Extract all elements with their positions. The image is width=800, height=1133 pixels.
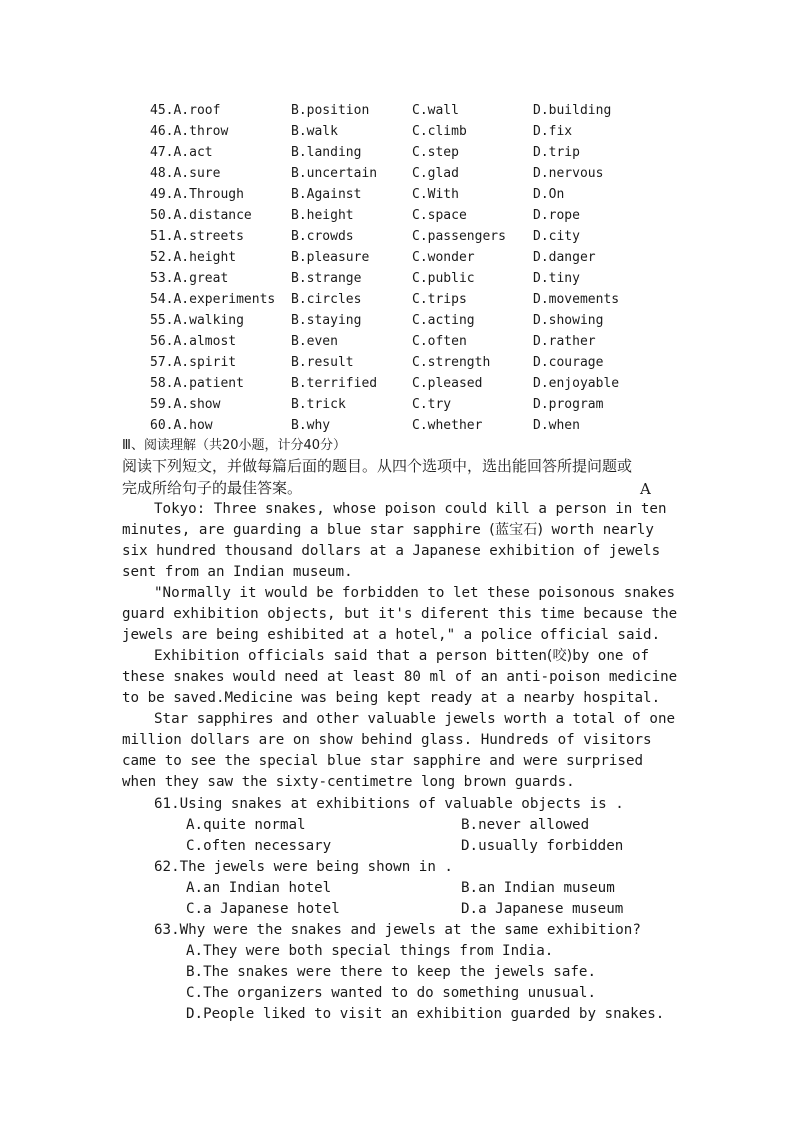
paragraph-text: worth nearly six hundred thousand dollars at a Japanese exhibition of jewels sent from an Indian museum. (122, 522, 661, 580)
option-a: 47.A.act (150, 145, 213, 160)
option-c: C.climb (412, 124, 467, 139)
option-b: B.strange (291, 271, 362, 286)
option-a: 51.A.streets (150, 229, 244, 244)
answer-option-b: B.never allowed (461, 817, 590, 833)
option-b: B.position (291, 103, 370, 118)
question-61-stem: 61.Using snakes at exhibitions of valuable objects is . (154, 796, 624, 812)
option-b: B.circles (291, 292, 362, 307)
option-b: B.result (291, 355, 354, 370)
option-a: 46.A.throw (150, 124, 229, 139)
option-a: 49.A.Through (150, 187, 244, 202)
option-b: B.walk (291, 124, 338, 139)
option-b: B.height (291, 208, 354, 223)
option-d: D.rather (533, 334, 596, 349)
option-c: C.wonder (412, 250, 475, 265)
question-63-stem: 63.Why were the snakes and jewels at the same exhibition? (154, 922, 641, 938)
option-b: B.trick (291, 397, 346, 412)
instructions-line-1: 阅读下列短文，并做每篇后面的题目。从四个选项中，选出能回答所提问题或 (122, 457, 633, 475)
option-b: B.Against (291, 187, 362, 202)
option-a: 58.A.patient (150, 376, 244, 391)
paragraph-text: by one of these snakes would need at least 80 ml of an anti-poison medicine to be saved.Medicine was being kept ready at a nearby hospital. (122, 648, 678, 706)
option-b: B.why (291, 418, 331, 433)
reading-passage (122, 499, 682, 793)
paragraph-text: Exhibition officials said that a person bitten (154, 648, 547, 664)
option-c: C.public (412, 271, 475, 286)
option-d: D.fix (533, 124, 573, 139)
option-b: B.pleasure (291, 250, 370, 265)
option-c: C.acting (412, 313, 475, 328)
option-c: C.step (412, 145, 459, 160)
option-c: C.space (412, 208, 467, 223)
option-c: C.pleased (412, 376, 483, 391)
question-62-options-row-2 (154, 899, 664, 920)
option-c: C.whether (412, 418, 483, 433)
option-b: B.staying (291, 313, 362, 328)
option-a: 45.A.roof (150, 103, 221, 118)
option-d: D.On (533, 187, 565, 202)
option-b: B.terrified (291, 376, 378, 391)
answer-option-d: D.People liked to visit an exhibition guarded by snakes. (186, 1006, 665, 1022)
question-list (154, 794, 664, 1025)
option-a: 53.A.great (150, 271, 229, 286)
option-c: C.trips (412, 292, 467, 307)
option-d: D.tiny (533, 271, 580, 286)
option-d: D.building (533, 103, 612, 118)
answer-option-c: C.a Japanese hotel (186, 901, 340, 917)
option-d: D.rope (533, 208, 580, 223)
option-b: B.even (291, 334, 338, 349)
passage-label: A (640, 480, 651, 498)
option-d: D.city (533, 229, 580, 244)
option-a: 57.A.spirit (150, 355, 237, 370)
option-c: C.glad (412, 166, 459, 181)
chinese-gloss: (咬) (546, 648, 573, 664)
option-d: D.when (533, 418, 580, 433)
option-c: C.wall (412, 103, 459, 118)
answer-option-a: A.quite normal (186, 817, 306, 833)
option-a: 48.A.sure (150, 166, 221, 181)
option-d: D.showing (533, 313, 604, 328)
option-a: 54.A.experiments (150, 292, 276, 307)
question-61-options-row-1 (154, 815, 664, 836)
option-c: C.With (412, 187, 459, 202)
chinese-gloss: (蓝宝石) (489, 522, 543, 538)
answer-option-c: C.often necessary (186, 838, 332, 854)
answer-option-c: C.The organizers wanted to do something unusual. (186, 985, 596, 1001)
option-d: D.enjoyable (533, 376, 620, 391)
answer-option-b: B.an Indian museum (461, 880, 615, 896)
option-c: C.try (412, 397, 452, 412)
option-a: 59.A.show (150, 397, 221, 412)
question-62-options-row-1 (154, 878, 664, 899)
question-62-stem: 62.The jewels were being shown in . (154, 859, 453, 875)
option-a: 50.A.distance (150, 208, 252, 223)
option-c: C.passengers (412, 229, 506, 244)
option-d: D.trip (533, 145, 580, 160)
option-b: B.crowds (291, 229, 354, 244)
instructions-line-2: 完成所给句子的最佳答案。 (122, 479, 303, 497)
answer-option-a: A.They were both special things from India. (186, 943, 554, 959)
answer-option-a: A.an Indian hotel (186, 880, 332, 896)
paragraph-1 (122, 499, 682, 583)
paragraph-4: Star sapphires and other valuable jewels worth a total of one million dollars are on show behind glass. Hundreds of visitors came to see the special blue star sapphire and were surprised when they saw the sixty-centimetre long brown guards. (122, 711, 676, 790)
option-c: C.often (412, 334, 467, 349)
option-b: B.landing (291, 145, 362, 160)
option-d: D.program (533, 397, 604, 412)
answer-option-b: B.The snakes were there to keep the jewels safe. (186, 964, 596, 980)
answer-option-d: D.a Japanese museum (461, 901, 624, 917)
option-d: D.movements (533, 292, 620, 307)
paragraph-3 (122, 646, 682, 709)
option-c: C.strength (412, 355, 491, 370)
paragraph-text: Tokyo: Three snakes, whose poison could kill a person in ten minutes, are guarding a blue star sapphire (122, 501, 667, 538)
section-title: Ⅲ、阅读理解（共20小题，计分40分） (122, 438, 347, 453)
option-d: D.courage (533, 355, 604, 370)
answer-option-d: D.usually forbidden (461, 838, 624, 854)
option-a: 60.A.how (150, 418, 213, 433)
question-61-options-row-2 (154, 836, 664, 857)
paragraph-2: "Normally it would be forbidden to let these poisonous snakes guard exhibition objects, but it's diferent this time because the jewels are being eshibited at a hotel," a police official said. (122, 585, 678, 643)
option-a: 52.A.height (150, 250, 237, 265)
option-d: D.nervous (533, 166, 604, 181)
option-d: D.danger (533, 250, 596, 265)
option-a: 56.A.almost (150, 334, 237, 349)
option-a: 55.A.walking (150, 313, 244, 328)
option-b: B.uncertain (291, 166, 378, 181)
